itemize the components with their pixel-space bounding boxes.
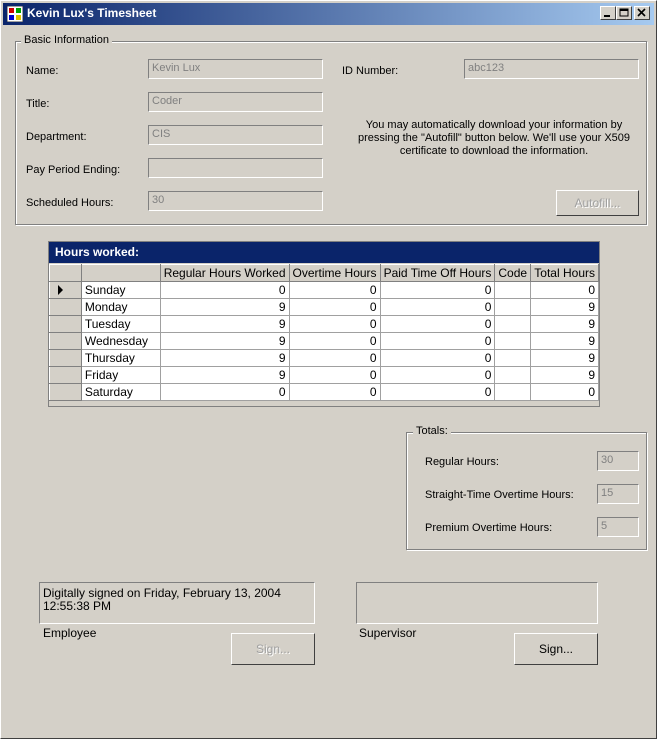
pto-cell[interactable]: 0 <box>380 282 495 299</box>
day-cell[interactable]: Friday <box>81 367 160 384</box>
day-header <box>81 265 160 282</box>
code-cell[interactable] <box>495 299 531 316</box>
close-button[interactable] <box>634 6 650 20</box>
employee-sign-button[interactable]: Sign... <box>231 633 315 665</box>
maximize-button[interactable] <box>616 6 632 20</box>
total-cell[interactable]: 0 <box>531 282 599 299</box>
pto-cell[interactable]: 0 <box>380 367 495 384</box>
regular-cell[interactable]: 9 <box>160 299 289 316</box>
app-icon <box>7 6 23 22</box>
day-cell[interactable]: Saturday <box>81 384 160 401</box>
maximize-icon <box>617 7 631 19</box>
code-cell[interactable] <box>495 333 531 350</box>
department-field[interactable]: CIS <box>148 125 323 145</box>
day-cell[interactable]: Tuesday <box>81 316 160 333</box>
regular-cell[interactable]: 0 <box>160 282 289 299</box>
title-bar[interactable] <box>3 3 654 25</box>
pay-period-label: Pay Period Ending: <box>26 164 121 176</box>
regular-cell[interactable]: 0 <box>160 384 289 401</box>
scheduled-hours-field[interactable]: 30 <box>148 191 323 211</box>
supervisor-sign-button[interactable]: Sign... <box>514 633 598 665</box>
table-row[interactable] <box>50 333 599 350</box>
column-header-code[interactable]: Code <box>495 265 531 282</box>
department-label: Department: <box>26 131 87 143</box>
pto-cell[interactable]: 0 <box>380 333 495 350</box>
name-field[interactable]: Kevin Lux <box>148 59 323 79</box>
hours-worked-grid[interactable] <box>48 241 600 407</box>
employee-signature-box: Digitally signed on Friday, February 13, 2004 12:55:38 PM <box>39 582 315 624</box>
employee-label: Employee <box>43 626 97 640</box>
hours-table <box>49 264 599 401</box>
code-cell[interactable] <box>495 350 531 367</box>
overtime-cell[interactable]: 0 <box>289 282 380 299</box>
code-cell[interactable] <box>495 384 531 401</box>
row-header-current[interactable] <box>50 282 82 299</box>
overtime-cell[interactable]: 0 <box>289 367 380 384</box>
close-icon <box>635 7 649 19</box>
id-number-label: ID Number: <box>342 65 399 77</box>
row-header[interactable] <box>50 333 82 350</box>
column-header-total[interactable]: Total Hours <box>531 265 599 282</box>
column-header-overtime[interactable]: Overtime Hours <box>289 265 380 282</box>
day-cell[interactable]: Thursday <box>81 350 160 367</box>
total-cell[interactable]: 9 <box>531 367 599 384</box>
pay-period-field[interactable] <box>148 158 323 178</box>
table-row[interactable] <box>50 316 599 333</box>
overtime-cell[interactable]: 0 <box>289 333 380 350</box>
table-row[interactable] <box>50 350 599 367</box>
pto-cell[interactable]: 0 <box>380 316 495 333</box>
code-cell[interactable] <box>495 282 531 299</box>
table-row[interactable] <box>50 282 599 299</box>
day-cell[interactable]: Monday <box>81 299 160 316</box>
supervisor-signature-box <box>356 582 598 624</box>
regular-hours-label: Regular Hours: <box>425 456 499 468</box>
pto-cell[interactable]: 0 <box>380 299 495 316</box>
title-label: Title: <box>26 98 50 110</box>
overtime-cell[interactable]: 0 <box>289 299 380 316</box>
autofill-info-text: You may automatically download your information by pressing the "Autofill" button below. We'll use your X509 certificate to download the information. <box>357 119 631 157</box>
basic-information-legend: Basic Information <box>21 34 112 46</box>
current-row-arrow-icon <box>54 283 68 297</box>
table-row[interactable] <box>50 384 599 401</box>
grid-caption: Hours worked: <box>49 242 599 263</box>
pto-cell[interactable]: 0 <box>380 384 495 401</box>
regular-hours-total-field[interactable]: 30 <box>597 451 639 471</box>
table-row[interactable] <box>50 299 599 316</box>
total-cell[interactable]: 9 <box>531 299 599 316</box>
regular-cell[interactable]: 9 <box>160 333 289 350</box>
overtime-cell[interactable]: 0 <box>289 316 380 333</box>
autofill-button[interactable]: Autofill... <box>556 190 639 216</box>
regular-cell[interactable]: 9 <box>160 350 289 367</box>
row-header[interactable] <box>50 367 82 384</box>
table-row[interactable] <box>50 367 599 384</box>
pto-cell[interactable]: 0 <box>380 350 495 367</box>
total-cell[interactable]: 0 <box>531 384 599 401</box>
overtime-cell[interactable]: 0 <box>289 384 380 401</box>
day-cell[interactable]: Wednesday <box>81 333 160 350</box>
straight-overtime-total-field[interactable]: 15 <box>597 484 639 504</box>
total-cell[interactable]: 9 <box>531 333 599 350</box>
supervisor-label: Supervisor <box>359 626 417 640</box>
column-header-pto[interactable]: Paid Time Off Hours <box>380 265 495 282</box>
name-label: Name: <box>26 65 59 77</box>
id-number-field[interactable]: abc123 <box>464 59 639 79</box>
minimize-button[interactable] <box>600 6 616 20</box>
straight-overtime-label: Straight-Time Overtime Hours: <box>425 489 574 501</box>
row-header[interactable] <box>50 384 82 401</box>
row-header[interactable] <box>50 350 82 367</box>
row-header[interactable] <box>50 316 82 333</box>
overtime-cell[interactable]: 0 <box>289 350 380 367</box>
code-cell[interactable] <box>495 367 531 384</box>
regular-cell[interactable]: 9 <box>160 316 289 333</box>
minimize-icon <box>601 7 615 19</box>
total-cell[interactable]: 9 <box>531 350 599 367</box>
totals-legend: Totals: <box>413 425 451 437</box>
title-field[interactable]: Coder <box>148 92 323 112</box>
premium-overtime-label: Premium Overtime Hours: <box>425 522 553 534</box>
column-header-regular[interactable]: Regular Hours Worked <box>160 265 289 282</box>
header-row <box>50 265 599 282</box>
premium-overtime-total-field[interactable]: 5 <box>597 517 639 537</box>
total-cell[interactable]: 9 <box>531 316 599 333</box>
regular-cell[interactable]: 9 <box>160 367 289 384</box>
corner-header <box>50 265 82 282</box>
row-header[interactable] <box>50 299 82 316</box>
code-cell[interactable] <box>495 316 531 333</box>
scheduled-hours-label: Scheduled Hours: <box>26 197 114 209</box>
day-cell[interactable]: Sunday <box>81 282 160 299</box>
window-title: Kevin Lux's Timesheet <box>27 6 157 20</box>
